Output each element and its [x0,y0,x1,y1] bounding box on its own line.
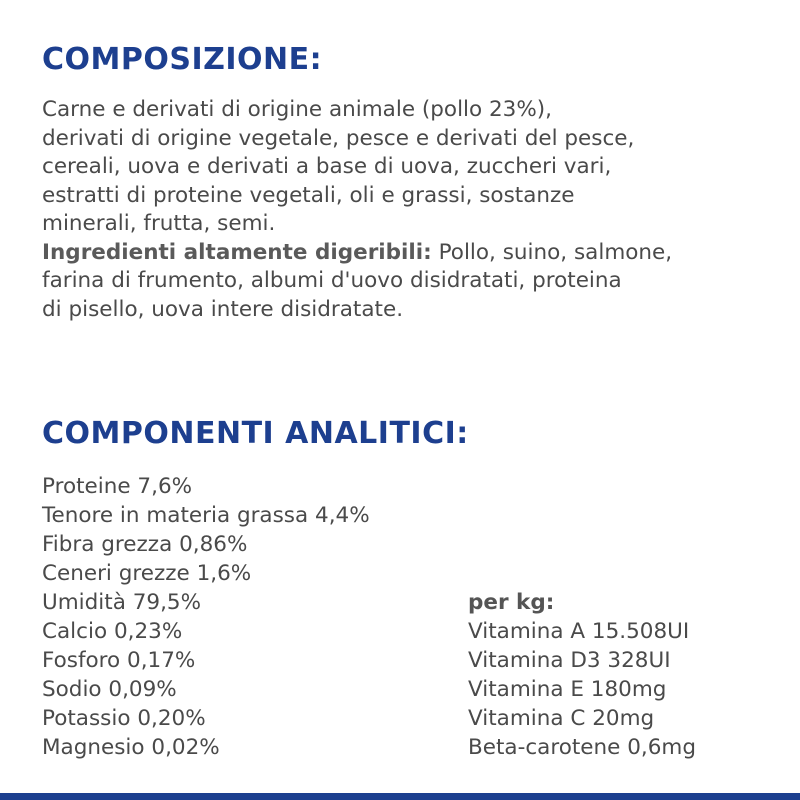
composition-line: estratti di proteine vegetali, oli e grassi, sostanze [42,182,575,208]
analytics-item: Fibra grezza 0,86% [42,532,248,557]
analytics-item: Magnesio 0,02% [42,735,220,760]
analytics-item: Ceneri grezze 1,6% [42,561,252,586]
composition-title: COMPOSIZIONE: [42,42,323,77]
analytics-title: COMPONENTI ANALITICI: [42,416,469,451]
vitamins-block [468,588,696,762]
composition-line: minerali, frutta, semi. [42,211,276,236]
bottom-accent-bar [0,793,800,800]
analytics-item: Calcio 0,23% [42,619,183,644]
analytics-item: Umidità 79,5% [42,590,202,615]
vitamins-header: per kg: [468,590,555,615]
digestible-ingredients-line: di pisello, uova intere disidratate. [42,296,404,322]
vitamins-list [468,617,696,762]
digestible-ingredients-line [42,239,782,268]
analytics-item: Potassio 0,20% [42,706,206,731]
digestible-ingredients-text: Pollo, suino, salmone, [431,239,673,265]
vitamin-item: Beta-carotene 0,6mg [468,735,696,760]
digestible-ingredients-label: Ingredienti altamente digeribili: [42,239,432,265]
composition-line: cereali, uova e derivati a base di uova, zuccheri vari, [42,154,612,179]
vitamin-item: Vitamina D3 328UI [468,648,671,673]
vitamin-item: Vitamina A 15.508UI [468,619,690,644]
analytics-item: Sodio 0,09% [42,677,177,702]
digestible-ingredients-line: farina di frumento, albumi d'uovo disidratati, proteina [42,268,622,293]
vitamin-item: Vitamina C 20mg [468,706,655,731]
analytics-item: Fosforo 0,17% [42,648,196,673]
composition-text [42,96,782,324]
analytics-item: Proteine 7,6% [42,474,193,499]
analytics-list [42,472,370,762]
vitamin-item: Vitamina E 180mg [468,677,667,702]
composition-line: Carne e derivati di origine animale (pollo 23%), [42,97,553,122]
analytics-item: Tenore in materia grassa 4,4% [42,503,370,528]
composition-line: derivati di origine vegetale, pesce e derivati del pesce, [42,125,635,151]
